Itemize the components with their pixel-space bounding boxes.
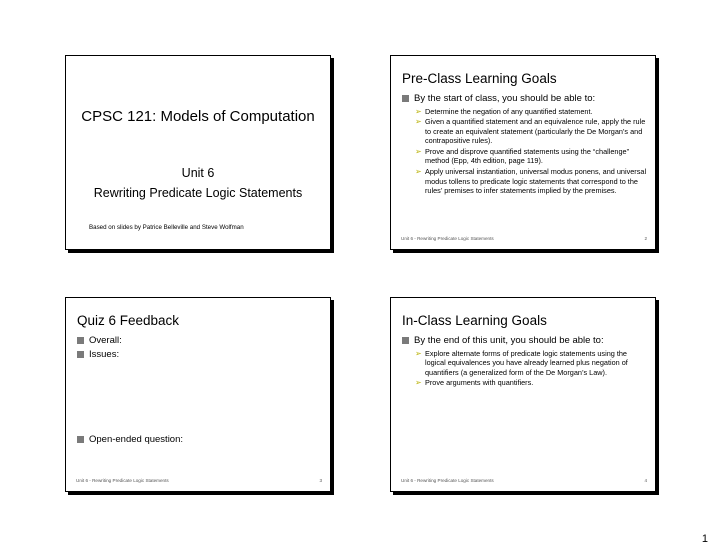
sub-bullet-text: Given a quantified statement and an equivalence rule, apply the rule to create an equivalent statement (particularly the De Morgan’s and contrapositive rules). xyxy=(425,117,646,146)
slide-number: 2 xyxy=(644,236,647,241)
slide-2-pre-class-goals xyxy=(390,55,656,250)
slide-4-in-class-goals xyxy=(390,297,656,492)
sub-bullet-text: Apply universal instantiation, universal modus ponens, and universal modus tollens to predicate logic statements that correspond to the rules’ premises to infer statements implied by the premises. xyxy=(425,167,647,196)
square-bullet-icon xyxy=(77,436,84,443)
bullet-item xyxy=(77,434,322,446)
slide-body xyxy=(402,93,647,197)
arrow-bullet-icon: ➢ xyxy=(415,146,422,156)
slide-credit: Based on slides by Patrice Belleville and Steve Wolfman xyxy=(89,224,244,231)
slide-number: 4 xyxy=(644,478,647,483)
sub-bullet-text: Prove arguments with quantifiers. xyxy=(425,378,534,388)
square-bullet-icon xyxy=(77,337,84,344)
sub-bullet-item xyxy=(402,167,647,196)
unit-title: Rewriting Predicate Logic Statements xyxy=(93,186,303,200)
square-bullet-icon xyxy=(402,95,409,102)
bullet-text: Overall: xyxy=(89,335,122,346)
sub-bullet-text: Explore alternate forms of predicate logic statements using the logical equivalences you have already learned plus negation of quantifiers (a generalized form of the De Morgan’s Law). xyxy=(425,348,628,377)
sub-bullet-item xyxy=(402,378,647,388)
bullet-item xyxy=(402,335,647,347)
arrow-bullet-icon: ➢ xyxy=(415,117,422,127)
bullet-text: Open-ended question: xyxy=(89,434,184,445)
slide-footer: Unit 6 - Rewriting Predicate Logic Statements xyxy=(401,236,494,241)
bullet-item xyxy=(77,335,322,347)
page-number: 1 xyxy=(701,533,708,545)
arrow-bullet-icon: ➢ xyxy=(415,106,422,116)
slide-title: Pre-Class Learning Goals xyxy=(402,71,557,86)
arrow-bullet-icon: ➢ xyxy=(415,378,422,388)
slide-3-quiz-feedback xyxy=(65,297,331,492)
bullet-text: Issues: xyxy=(89,348,120,360)
slide-footer: Unit 6 - Rewriting Predicate Logic Statements xyxy=(76,478,169,483)
slide-title: In-Class Learning Goals xyxy=(402,313,547,328)
slide-1-title xyxy=(65,55,331,250)
bullet-item xyxy=(77,349,322,361)
slide-body xyxy=(402,335,647,389)
unit-label: Unit 6 xyxy=(181,166,215,180)
sub-bullet-item xyxy=(402,107,647,117)
sub-bullet-item xyxy=(402,117,647,146)
slide-title: Quiz 6 Feedback xyxy=(77,313,180,328)
slide-body xyxy=(77,335,322,448)
sub-bullet-text: Prove and disprove quantified statements using the “challenge” method (Epp, 4th edition, page 119). xyxy=(425,146,630,166)
course-title: CPSC 121: Models of Computation xyxy=(81,108,315,125)
square-bullet-icon xyxy=(402,337,409,344)
arrow-bullet-icon: ➢ xyxy=(415,348,422,358)
bullet-text: By the start of class, you should be able to: xyxy=(414,93,596,104)
bullet-text: By the end of this unit, you should be able to: xyxy=(414,335,604,346)
arrow-bullet-icon: ➢ xyxy=(415,167,422,177)
slide-footer: Unit 6 - Rewriting Predicate Logic Statements xyxy=(401,478,494,483)
sub-bullet-text: Determine the negation of any quantified statement. xyxy=(425,106,593,116)
slide-number: 3 xyxy=(319,478,322,483)
bullet-item xyxy=(402,93,647,105)
sub-bullet-item xyxy=(402,147,647,166)
sub-bullet-item xyxy=(402,349,647,378)
square-bullet-icon xyxy=(77,351,84,358)
